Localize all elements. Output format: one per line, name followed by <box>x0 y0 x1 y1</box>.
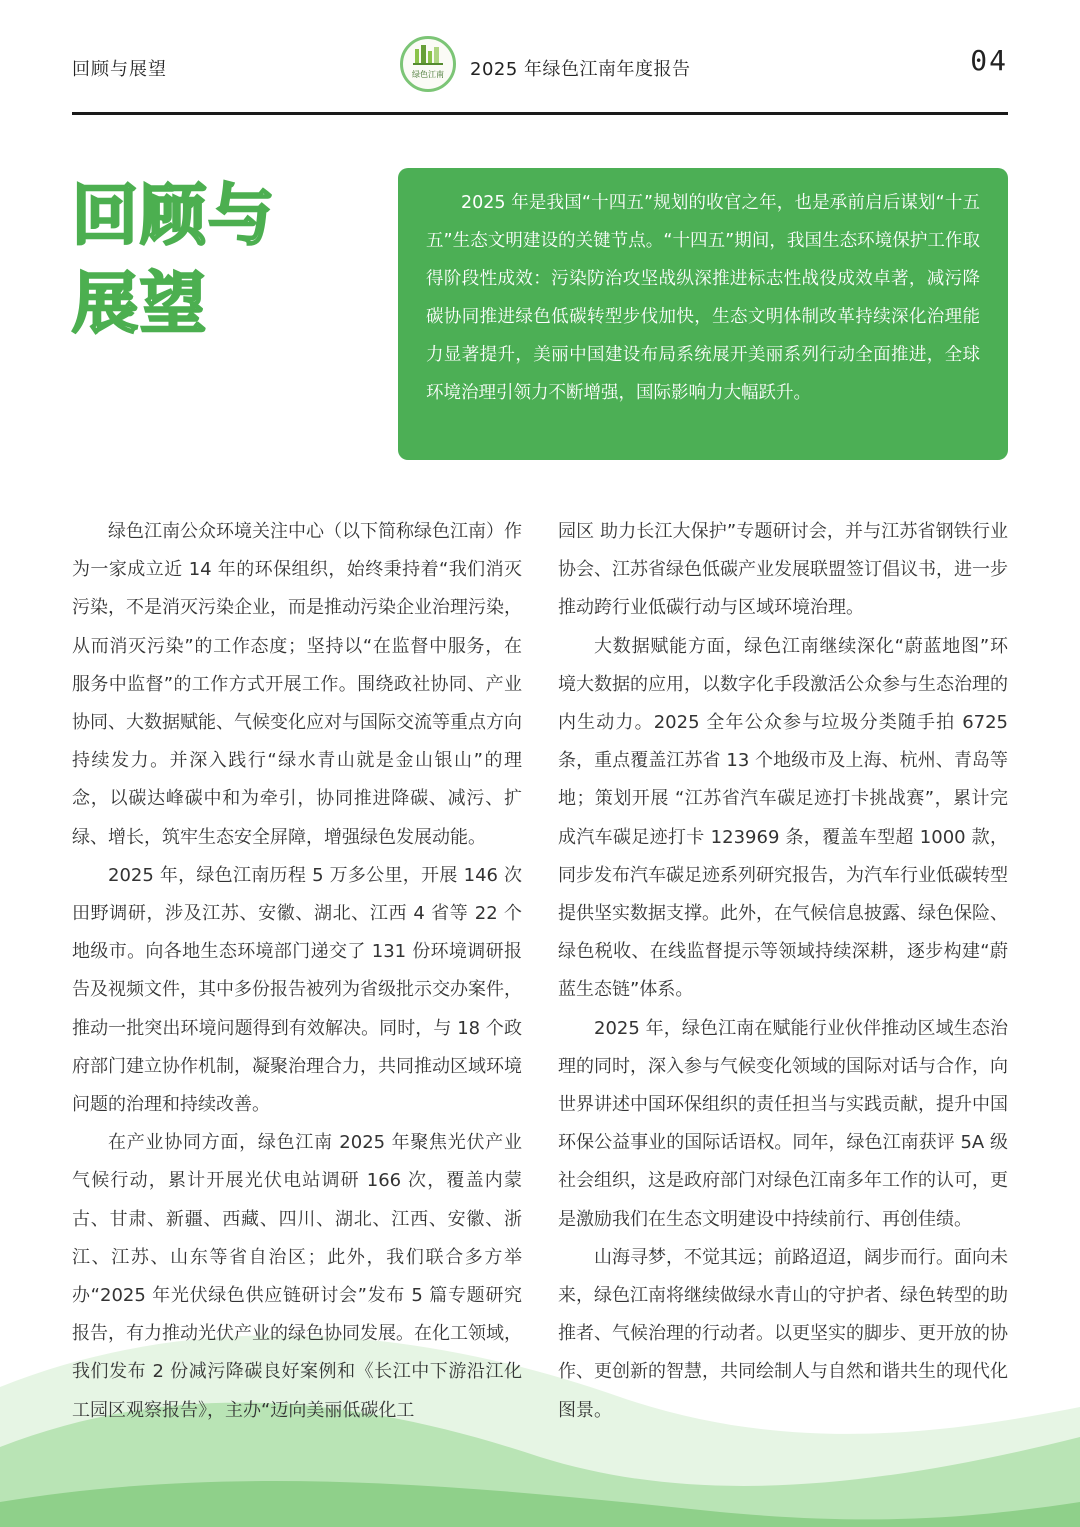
paragraph: 绿色江南公众环境关注中心（以下简称绿色江南）作为一家成立近 14 年的环保组织，始终秉持着“我们消灭污染，不是消灭污染企业，而是推动污染企业治理污染，从而消灭污染”的工作态度；坚持以“在监督中服务，在服务中监督”的工作方式开展工作。围绕政社协同、产业协同、大数据赋能、气候变化应对与国际交流等重点方向持续发力。并深入践行“绿水青山就是金山银山”的理念，以碳达峰碳中和为牵引，协同推进降碳、减污、扩绿、增长，筑牢生态安全屏障，增强绿色发展动能。 <box>72 521 522 848</box>
body-column-left <box>72 513 522 1430</box>
paragraph: 2025 年，绿色江南在赋能行业伙伴推动区域生态治理的同时，深入参与气候变化领域的国际对话与合作，向世界讲述中国环保组织的责任担当与实践贡献，提升中国环保公益事业的国际话语权。同年，绿色江南获评 5A 级社会组织，这是政府部门对绿色江南多年工作的认可，更是激励我们在生态文明建设中持续前行、再创佳绩。 <box>558 1017 1008 1230</box>
report-title: 2025 年绿色江南年度报告 <box>470 59 691 80</box>
page-title <box>72 172 276 348</box>
intro-callout: 2025 年是我国“十四五”规划的收官之年，也是承前启后谋划“十五五”生态文明建设的关键节点。“十四五”期间，我国生态环境保护工作取得阶段性成效：污染防治攻坚战纵深推进标志性战役成效卓著，减污降碳协同推进绿色低碳转型步伐加快，生态文明体制改革持续深化治理能力显著提升，美丽中国建设布局系统展开美丽系列行动全面推进，全球环境治理引领力不断增强，国际影响力大幅跃升。 <box>398 168 1008 460</box>
paragraph: 2025 年，绿色江南历程 5 万多公里，开展 146 次田野调研，涉及江苏、安徽、湖北、江西 4 省等 22 个地级市。向各地生态环境部门递交了 131 份环境调研报告及视频文件，其中多份报告被列为省级批示交办案件，推动一批突出环境问题得到有效解决。同时，与 18 个政府部门建立协作机制，凝聚治理合力，共同推动区域环境问题的治理和持续改善。 <box>72 864 522 1116</box>
page-title-line-2: 展望 <box>72 265 208 342</box>
page-number: 04 <box>970 44 1008 77</box>
paragraph: 大数据赋能方面，绿色江南继续深化“蔚蓝地图”环境大数据的应用，以数字化手段激活公众参与生态治理的内生动力。2025 全年公众参与垃圾分类随手拍 6725 条，重点覆盖江苏省 13 个地级市及上海、杭州、青岛等地；策划开展 “江苏省汽车碳足迹打卡挑战赛”，累计完成汽车碳足迹打卡 123969 条，覆盖车型超 1000 款，同步发布汽车碳足迹系列研究报告，为汽车行业低碳转型提供坚实数据支撑。此外，在气候信息披露、绿色保险、绿色税收、在线监督提示等领域持续深耕，逐步构建“蔚蓝生态链”体系。 <box>558 635 1008 1001</box>
paragraph-continued: 园区 助力长江大保护”专题研讨会，并与江苏省钢铁行业协会、江苏省绿色低碳产业发展联盟签订倡议书，进一步推动跨行业低碳行动与区域环境治理。 <box>558 521 1008 619</box>
header-section-label: 回顾与展望 <box>72 59 167 80</box>
paragraph: 山海寻梦，不觉其远；前路迢迢，阔步而行。面向未来，绿色江南将继续做绿水青山的守护者、绿色转型的助推者、气候治理的行动者。以更坚实的脚步、更开放的协作、更创新的智慧，共同绘制人与自然和谐共生的现代化图景。 <box>558 1246 1008 1421</box>
page-header <box>72 30 1008 112</box>
body-column-right <box>558 513 1008 1430</box>
header-divider <box>72 112 1008 115</box>
organization-logo <box>400 36 456 92</box>
logo-text: 绿色江南 <box>412 70 444 79</box>
paragraph: 在产业协同方面，绿色江南 2025 年聚焦光伏产业气候行动，累计开展光伏电站调研 166 次，覆盖内蒙古、甘肃、新疆、西藏、四川、湖北、江西、安徽、浙江、江苏、山东等省自治区；此外，我们联合多方举办“2025 年光伏绿色供应链研讨会”发布 5 篇专题研究报告，有力推动光伏产业的绿色协同发展。在化工领域，我们发布 2 份减污降碳良好案例和《长江中下游沿江化工园区观察报告》，主办“迈向美丽低碳化工 <box>72 1132 522 1421</box>
page-title-line-1: 回顾与 <box>72 177 276 254</box>
